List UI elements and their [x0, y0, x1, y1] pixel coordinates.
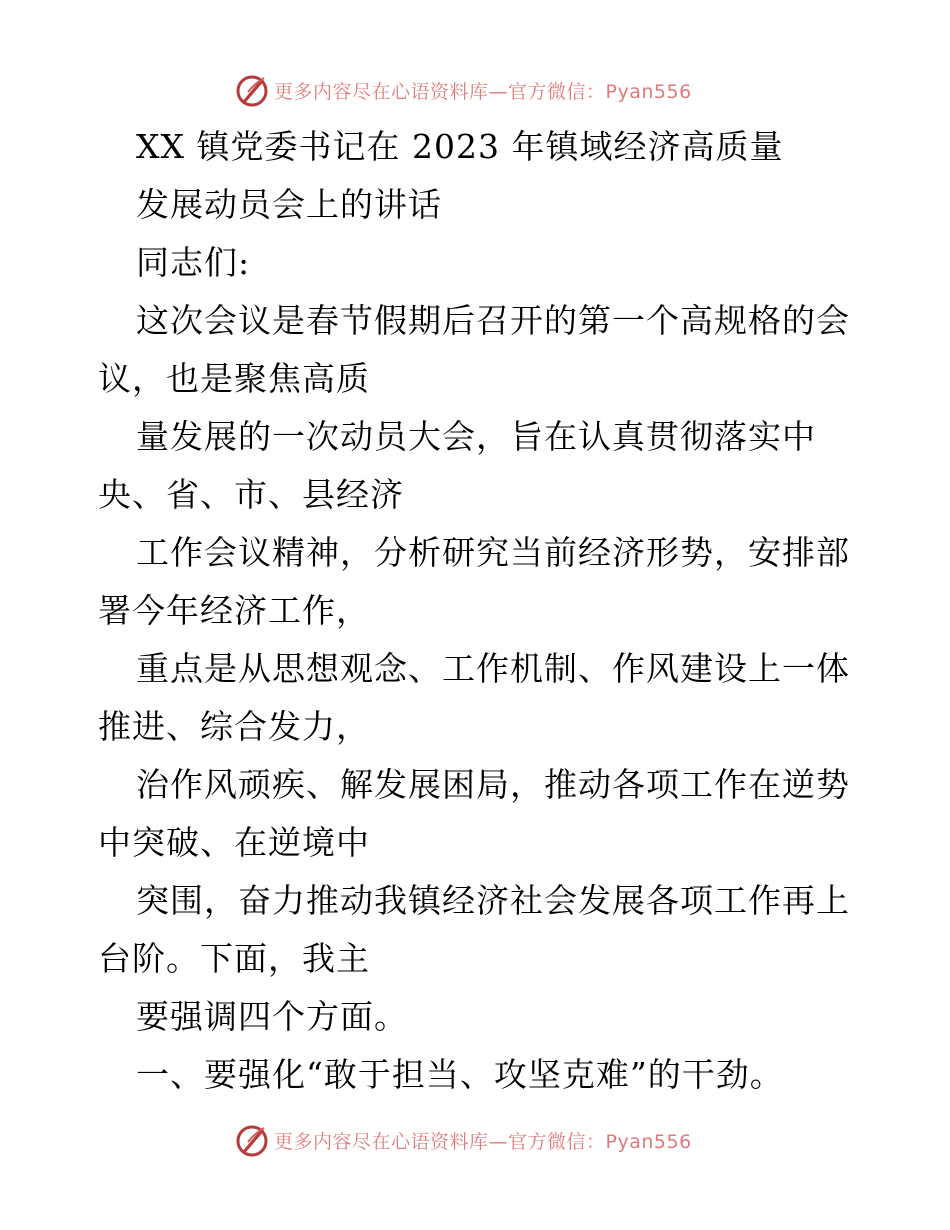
header-banner: [0, 70, 950, 110]
footer-banner: [0, 1120, 950, 1160]
paragraph-line: 工作会议精神，分析研究当前经济形势，安排部: [136, 533, 850, 572]
paragraph-line: 台阶。下面，我主: [98, 939, 370, 978]
paragraph-line: 治作风顽疾、解发展困局，推动各项工作在逆势: [136, 765, 850, 804]
paragraph-line: 重点是从思想观念、工作机制、作风建设上一体: [136, 649, 850, 688]
paragraph-line: 推进、综合发力，: [98, 707, 370, 746]
salutation: 同志们:: [136, 243, 251, 282]
quill-circle-icon: [234, 72, 270, 108]
section-heading: 一、要强化“敢于担当、攻坚克难”的干劲。: [136, 1055, 784, 1094]
quill-circle-icon: [234, 1122, 270, 1158]
paragraph-line: 这次会议是春节假期后召开的第一个高规格的会: [136, 301, 850, 340]
paragraph-line: 突围，奋力推动我镇经济社会发展各项工作再上: [136, 881, 850, 920]
title-line-1: XX 镇党委书记在 2023 年镇域经济高质量: [136, 127, 784, 166]
paragraph-line: 量发展的一次动员大会，旨在认真贯彻落实中: [136, 417, 816, 456]
paragraph-line: 议，也是聚焦高质: [98, 359, 370, 398]
banner-text: 更多内容尽在心语资料库—官方微信：Pyan556: [274, 1130, 692, 1153]
title-line-2: 发展动员会上的讲话: [136, 185, 442, 224]
banner-text: 更多内容尽在心语资料库—官方微信：Pyan556: [274, 80, 692, 103]
paragraph-line: 中突破、在逆境中: [98, 823, 370, 862]
paragraph-line: 署今年经济工作，: [98, 591, 370, 630]
paragraph-line: 央、省、市、县经济: [98, 475, 404, 514]
paragraph-line: 要强调四个方面。: [136, 997, 408, 1036]
document-body: [98, 118, 858, 1104]
